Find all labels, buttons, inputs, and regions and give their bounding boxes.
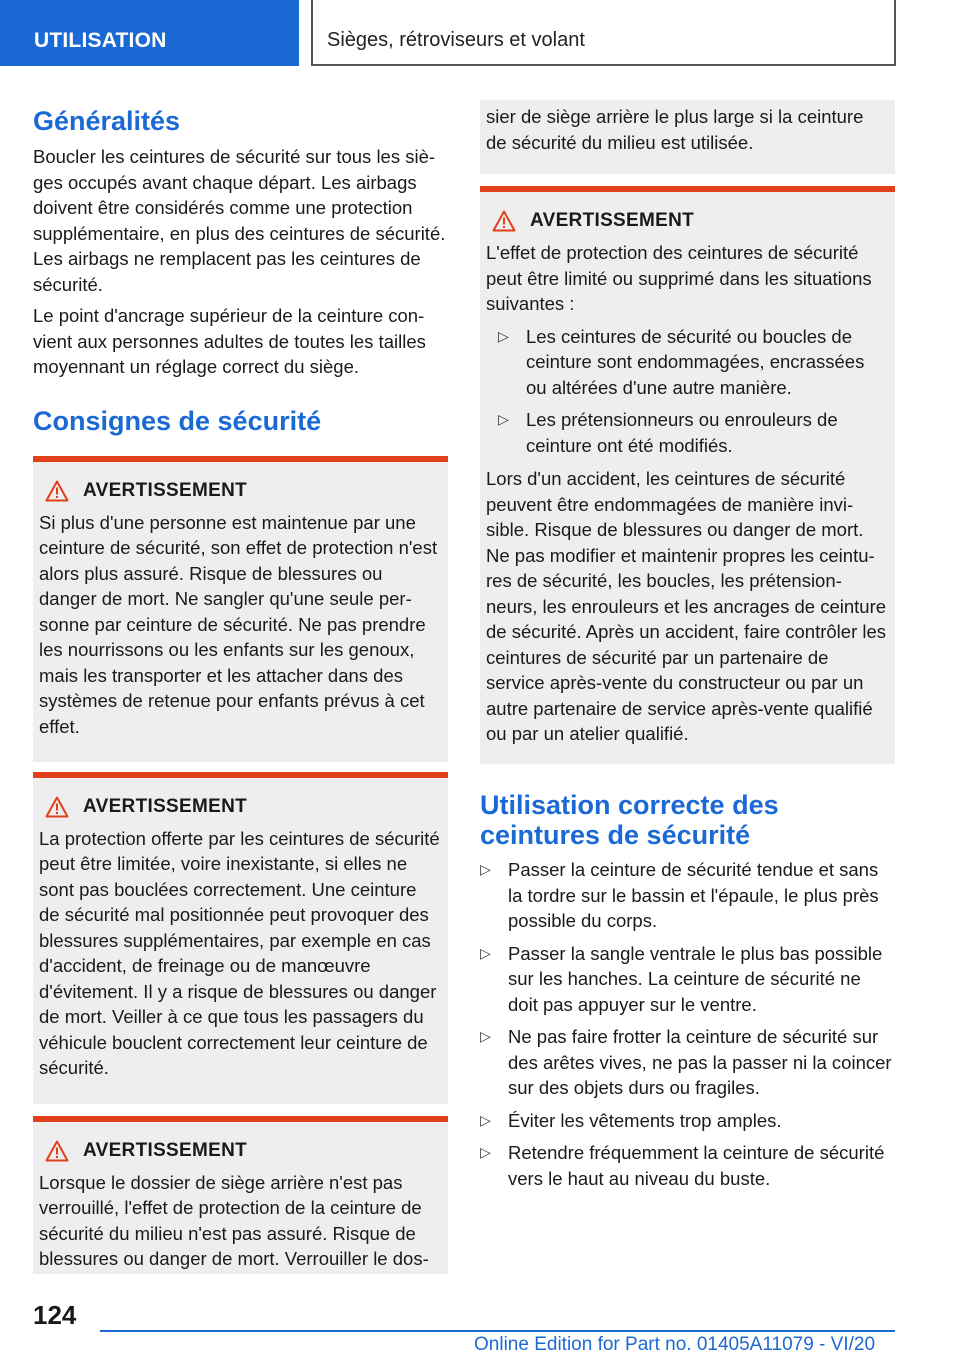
list-item: ▷ Éviter les vêtements trop amples. [480,1108,895,1134]
warning-text-continued: sier de siège arrière le plus large si la ceinture de sécurité du milieu est utilisée. [486,106,864,153]
header-chapter-label: Sièges, rétroviseurs et volant [327,29,585,51]
triangle-bullet-icon: ▷ [480,861,491,877]
right-column [480,100,895,1191]
warning-text: Lors d'un accident, les ceintures de sécurité peuvent être endommagées de manière invisible. Risque de blessures ou danger de mort. Ne pas modifier et maintenir propres les ceintures de sécurité, les boucles, les prétensionneurs, les enrouleurs et les ancrages de ceinture de sécurité. Après un accident, faire contrôler les ceintures de sécurité par un partenaire de service après-vente du constructeur ou par un autre partenaire de service après-vente qualifié ou par un atelier qualifié. [486,468,887,744]
triangle-bullet-icon: ▷ [480,1111,491,1128]
warning-triangle-icon [492,210,516,232]
warning-triangle-icon [45,480,69,502]
list-item: ▷ Passer la sangle ventrale le plus bas possible sur les hanches. La ceinture de sécurité ne doit pas appuyer sur le ventre. [480,942,883,1015]
warning-list [486,324,887,459]
header-section-tab [0,0,299,66]
heading-safety: Consignes de sécurité [33,405,322,436]
usage-list [480,857,895,1191]
warning-title: AVERTISSEMENT [83,479,248,501]
warning-title: AVERTISSEMENT [83,795,248,817]
warning-intro: L'effet de protection des ceintures de sécurité peut être limité ou supprimé dans les situations suivantes : [486,242,872,314]
list-item: ▷ Les ceintures de sécurité ou boucles de ceinture sont endommagées, encrassées ou altérées d'une autre manière. [498,325,865,398]
footer-divider [100,1330,895,1332]
heading-usage: Utilisation correcte des ceintures de sécurité [480,790,779,850]
paragraph-general-1: Boucler les ceintures de sécurité sur tous les sièges occupés avant chaque départ. Les airbags doivent être considérés comme une protection supplémentaire, en plus des ceintures de sécurité. Les airbags ne remplacent pas les ceintures de sécurité. [33,146,446,295]
paragraph-general-2: Le point d'ancrage supérieur de la ceinture convient aux personnes adultes de toutes les tailles moyennant un réglage correct du siège. [33,305,426,377]
header-section-label: UTILISATION [34,29,167,52]
triangle-bullet-icon: ▷ [498,411,509,427]
warning-title: AVERTISSEMENT [530,210,695,231]
warning-text: Si plus d'une personne est maintenue par une ceinture de sécurité, son effet de protection n'est alors plus assuré. Risque de blessures ou danger de mort. Ne sangler qu'une seule personne par ceinture de sécurité. Ne pas prendre les nourrissons ou les enfants sur les genoux, mais les transporter et les attacher dans des systèmes de retenue pour enfants prévus à cet effet. [39,511,438,737]
list-item: ▷ Retendre fréquemment la ceinture de sécurité vers le haut au niveau du buste. [480,1142,885,1189]
triangle-bullet-icon: ▷ [498,327,509,344]
warning-box-3-continued [480,100,895,174]
footer-edition: Online Edition for Part no. 01405A11079 - VI/20 [474,1334,876,1355]
list-item: ▷ Passer la ceinture de sécurité tendue et sans la tordre sur le bassin et l'épaule, le plus près possible du corps. [480,859,879,931]
triangle-bullet-icon: ▷ [480,1144,491,1160]
triangle-bullet-icon: ▷ [480,944,491,961]
warning-text: La protection offerte par les ceintures de sécurité peut être limitée, voire inexistante, si elles ne sont pas bouclées correctement. Une ceinture de sécurité mal positionnée peut provoquer des blessures supplémentaires, par exemple en cas d'accident, de freinage ou de manœuvre d'évitement. Il y a risque de blessures ou danger de mort. Veiller à ce que tous les passagers du véhicule bouclent correctement leur ceinture de sécurité. [39,827,440,1078]
left-column [33,100,448,1274]
triangle-bullet-icon: ▷ [480,1028,491,1044]
warning-triangle-icon [45,1140,69,1162]
warning-box-3 [33,1116,448,1274]
warning-title: AVERTISSEMENT [83,1139,248,1161]
warning-triangle-icon [45,796,69,818]
warning-box-2 [33,772,448,1104]
header-chapter-tab [311,0,896,66]
warning-box-1 [33,456,448,762]
heading-general: Généralités [33,106,181,136]
list-item: ▷ Les prétensionneurs ou enrouleurs de ceinture ont été modifiés. [498,409,838,456]
warning-box-4 [480,186,895,764]
warning-text: Lorsque le dossier de siège arrière n'est pas verrouillé, l'effet de protection de la ceinture de sécurité du milieu n'est pas assuré. Risque de blessures ou danger de mort. Verrouiller le dos- [39,1171,429,1269]
list-item: ▷ Ne pas faire frotter la ceinture de sécurité sur des arêtes vives, ne pas la passer ni la coincer sur des objets durs ou fragiles. [480,1026,892,1098]
page-number: 124 [33,1300,77,1330]
